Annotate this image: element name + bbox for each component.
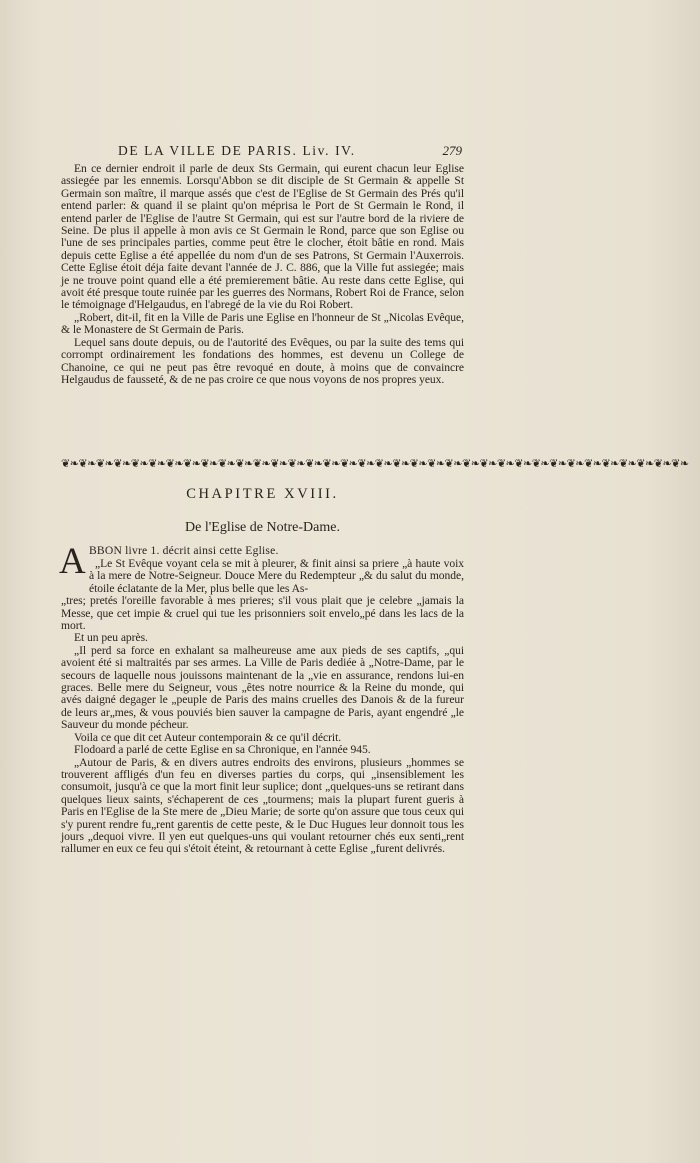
chapter-subtitle: De l'Eglise de Notre-Dame.	[185, 520, 340, 535]
paragraph: Voila ce que dit cet Auteur contemporain & ce qu'il décrit.	[74, 730, 342, 744]
drop-cap-indented-text	[61, 558, 464, 595]
page-header	[118, 143, 462, 163]
chapter-first-line: BBON livre 1. décrit ainsi cette Eglise.	[89, 544, 279, 557]
paragraph: En ce dernier endroit il parle de deux Sts Germain, qui eurent chacun leur Eglise assiegée par les ennemis. Lorsqu'Abbon se dit disciple de St Germain & appelle St Germain son maître, il marque assés que c'est de l'Eglise de St Germain des Prés qu'il entend parler: & quand il se plaint qu'on méprisa le Port de St Germain le Rond, il entend parler de l'Eglise de l'autre St Germain, qui est sur l'autre bord de la riviere de Seine. De plus il appelle à mon avis ce St Germain le Rond, parce que son Eglise ou l'une de ses principales parties, comme peut être le clocher, étoit bâtie en rond. Mais depuis cette Eglise a été appellée du nom d'un de ses Patrons, St Germain l'Auxerrois. Cette Eglise étoit déja faite devant l'année de J. C. 886, que la Ville fut assiegée; mais je ne trouve point quand elle a été premierement bâtie. Au reste dans cette Eglise, qui avoit été presque toute ruinée par les guerres des Normans, Robert Roi de France, selon le témoignage d'Helgaudus, en l'abregé de la vie du Roi Robert.	[61, 162, 464, 312]
running-title: DE LA VILLE DE PARIS. Liv. IV.	[118, 143, 356, 158]
paragraph: „Il perd sa force en exhalant sa malheureuse ame aux pieds de ses captifs, „qui avoient été si maltraités par ses armes. La Ville de Paris dediée à „Notre-Dame, par le secours de laquelle nous jouissons maintenant de la „vie en assurance, rendons lui-en graces. Belle mere du Seigneur, vous „êtes notre nourrice & la Reine du monde, qui avés daigné degager le „peuple de Paris des mains cruelles des Danois & de la fureur de leurs ar„mes, & vous pouviés bien sauver la campagne de Paris, ayant engendré „le Sauveur du monde pécheur.	[61, 643, 464, 732]
paragraph: „Robert, dit-il, fit en la Ville de Paris une Eglise en l'honneur de St „Nicolas Evêque, & le Monastere de St Germain de Paris.	[61, 310, 464, 337]
section-notre-dame	[61, 544, 464, 856]
chapter-title: CHAPITRE XVIII.	[186, 486, 339, 502]
paragraph: Flodoard a parlé de cette Eglise en sa Chronique, en l'année 945.	[74, 743, 371, 757]
chapter-body	[61, 595, 464, 856]
page-number: 279	[442, 143, 462, 158]
paragraph: Lequel sans doute depuis, ou de l'autorité des Evêques, ou par la suite des tems qui corrompt ordinairement les fondations des hommes, est devenu un College de Chanoine, ce qui ne peut pas être revoqué en doute, à moins que de convaincre Helgaudus de fausseté, & de ne pas croire ce que nous voyons de nos propres yeux.	[61, 335, 464, 386]
paragraph: „Le St Evêque voyant cela se mit à pleurer, & finit ainsi sa priere „à haute voix à la mere de Notre-Seigneur. Douce Mere du Redempteur „& du salut du monde, étoile éclatante de la Mer, plus belle que les As-	[89, 557, 464, 595]
paragraph: Et un peu après.	[74, 631, 148, 645]
ornamental-divider: ❦❧❦❧❦❧❦❧❦❧❦❧❦❧❦❧❦❧❦❧❦❧❦❧❦❧❦❧❦❧❦❧❦❧❦❧❦❧❦❧❦❧❦❧❦❧❦❧❦❧❦❧❦❧❦❧❦❧❦❧❦❧❦❧❦❧❦❧❦❧❦❧	[61, 458, 689, 470]
section-saint-germain	[61, 163, 464, 386]
paragraph: „tres; pretés l'oreille favorable à mes prieres; s'il vous plait que je celebre „jamais la Messe, que cet impie & cruel qui tue les prisonniers soit envelo„pé dans les lacs de la mort.	[61, 594, 464, 633]
drop-cap: A	[59, 541, 86, 582]
paragraph: „Autour de Paris, & en divers autres endroits des environs, plusieurs „hommes se trouverent affligés d'un feu en diverses parties du corps, qui „insensiblement les consumoit, jusqu'à ce que la mort finit leur suplice; dont „quelques-uns se retirant dans quelques lieux saints, s'échaperent de ces „tourmens; mais la plupart furent gueris à Paris en l'Eglise de la Ste mere de „Dieu Marie; de sorte qu'on assure que tous ceux qui s'y purent rendre fu„rent garentis de cette peste, & le Duc Hugues leur donnoit tous les jours „dequoi vivre. Il yen eut quelques-uns qui voulant retourner chés eux senti„rent rallumer en eux ce feu qui s'étoit éteint, & retournant à cette Eglise „furent delivrés.	[61, 755, 464, 856]
